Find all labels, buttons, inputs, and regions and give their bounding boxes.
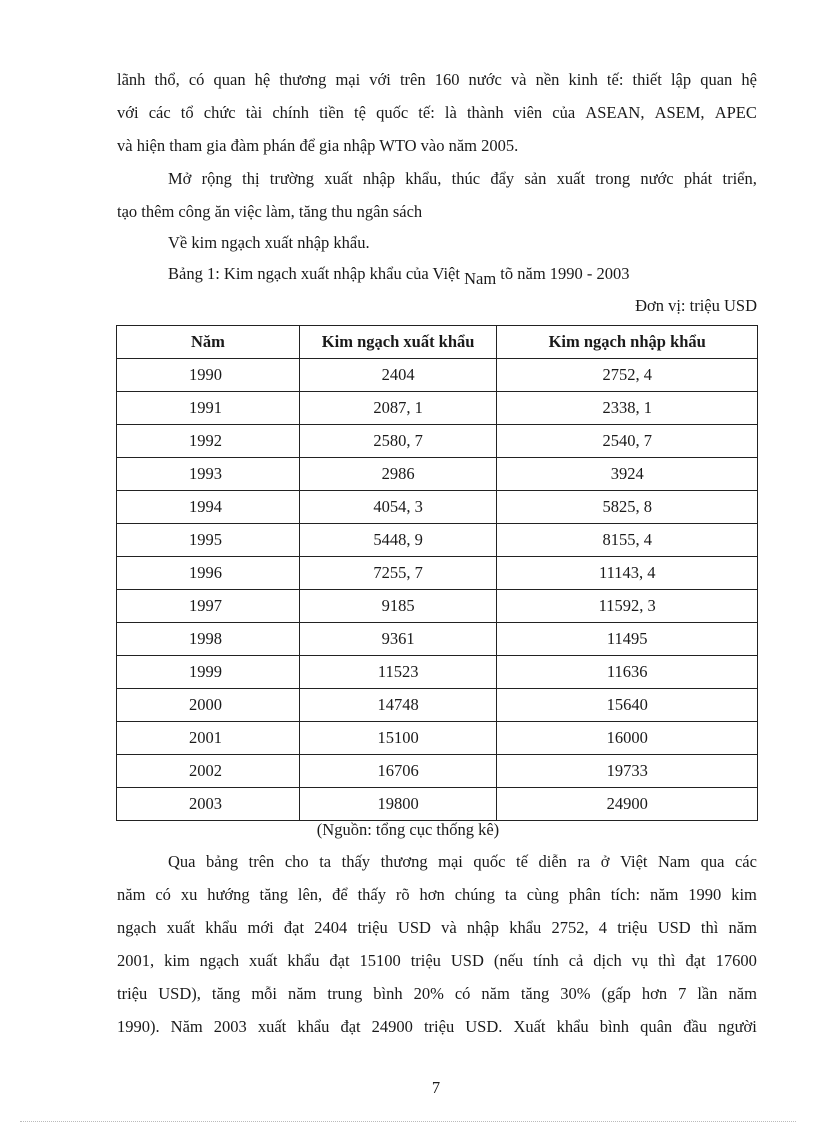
word: hệ (254, 70, 271, 89)
table-row (117, 392, 758, 425)
word: nền (535, 70, 560, 89)
word: năm (728, 984, 757, 1003)
word: kim (731, 885, 757, 904)
word: là (444, 103, 457, 122)
word: xu (180, 885, 198, 904)
paragraph-4-line-4 (117, 951, 757, 971)
trade-table (116, 325, 758, 821)
source-note: (Nguồn: tổng cục thống kê) (316, 820, 500, 839)
word: năm (481, 984, 510, 1003)
word: ASEM, (654, 103, 705, 122)
table-caption (168, 264, 757, 288)
cell-import: 2752, 4 (497, 359, 758, 392)
word: ASEAN, (585, 103, 645, 122)
word: tăng (211, 984, 241, 1003)
word: triệu (357, 918, 388, 937)
word: tính (533, 951, 559, 970)
cell-import: 5825, 8 (497, 491, 758, 524)
word: tệ (354, 103, 366, 122)
table-row (117, 590, 758, 623)
word: trung (327, 984, 363, 1003)
word: mại (438, 852, 463, 871)
table-row (117, 359, 758, 392)
table-row (117, 722, 758, 755)
word: thương (279, 70, 327, 89)
paragraph-4-line-3 (117, 918, 757, 938)
cell-export: 2087, 1 (299, 392, 497, 425)
word: nước (640, 169, 674, 188)
word: năm (117, 885, 146, 904)
cell-import: 16000 (497, 722, 758, 755)
cell-year: 1998 (117, 623, 300, 656)
word: các (734, 852, 757, 871)
cell-year: 1999 (117, 656, 300, 689)
word: chức (203, 103, 236, 122)
word: khẩu (556, 1017, 589, 1036)
word: kim (164, 951, 190, 970)
cell-year: 1991 (117, 392, 300, 425)
table-row (117, 755, 758, 788)
word: thương (380, 852, 428, 871)
word: xuất (257, 1017, 287, 1036)
cell-export: 2404 (299, 359, 497, 392)
cell-year: 1994 (117, 491, 300, 524)
page-boundary-divider (20, 1121, 796, 1122)
cell-export: 9361 (299, 623, 497, 656)
word: 2752, (551, 918, 589, 937)
word: USD. (465, 1017, 503, 1036)
word: thiết (632, 70, 662, 89)
word: 30% (560, 984, 591, 1003)
word: năm (649, 885, 679, 904)
table-row (117, 623, 758, 656)
word: đầu (683, 1017, 708, 1036)
word: diễn (538, 852, 567, 871)
cell-export: 7255, 7 (299, 557, 497, 590)
word: sản (524, 169, 547, 188)
word: Xuất (513, 1017, 546, 1036)
word: ngạch (117, 918, 157, 937)
word: đẩy (490, 169, 515, 188)
word: hệ (741, 70, 757, 89)
word: thổ, (154, 70, 180, 89)
word: thấy (341, 852, 371, 871)
word: trong (595, 169, 631, 188)
word: có (188, 70, 205, 89)
word: chính (272, 103, 310, 122)
word: USD (397, 918, 431, 937)
word: triệu (117, 984, 148, 1003)
word: tài (245, 103, 263, 122)
word: quan (213, 70, 246, 89)
word: bảng (206, 852, 239, 871)
cell-year: 1997 (117, 590, 300, 623)
word: 15100 (359, 951, 401, 970)
cell-year: 1993 (117, 458, 300, 491)
word: tế: (418, 103, 435, 122)
cell-export: 11523 (299, 656, 497, 689)
word: ở (600, 852, 610, 871)
word: có (155, 885, 171, 904)
word: tiền (319, 103, 344, 122)
word: quốc (376, 103, 409, 122)
table-body (117, 359, 758, 821)
word: 4 (598, 918, 608, 937)
word: 2003 (213, 1017, 247, 1036)
word: đạt (340, 1017, 361, 1036)
word: phát (683, 169, 713, 188)
word: đạt (283, 918, 305, 937)
word: các (148, 103, 171, 122)
word: triệu (423, 1017, 455, 1036)
cell-import: 24900 (497, 788, 758, 821)
table-row (117, 557, 758, 590)
cell-year: 2002 (117, 755, 300, 788)
word: (gấp (601, 984, 631, 1003)
word: vụ (631, 951, 649, 970)
paragraph-4-line-5 (117, 984, 757, 1004)
paragraph-3: Về kim ngạch xuất nhập khẩu. (168, 233, 370, 252)
table-caption-subscript: Nam (464, 269, 497, 288)
paragraph-1-line-2 (117, 103, 757, 123)
word: khẩu (287, 951, 320, 970)
header-year: Năm (117, 326, 300, 359)
word: 1990). (117, 1017, 160, 1036)
cell-export: 19800 (299, 788, 497, 821)
word: khẩu (297, 1017, 330, 1036)
word: người (718, 1017, 757, 1036)
word: tế (516, 852, 528, 871)
word: USD (450, 951, 484, 970)
paragraph-1-line-1 (117, 70, 757, 90)
word: của (552, 103, 576, 122)
cell-import: 19733 (497, 755, 758, 788)
word: lên, (297, 885, 323, 904)
cell-import: 11592, 3 (497, 590, 758, 623)
word: trường (269, 169, 315, 188)
word: ra (577, 852, 591, 871)
cell-year: 1996 (117, 557, 300, 590)
cell-import: 11636 (497, 656, 758, 689)
word: và (510, 70, 527, 89)
table-row (117, 491, 758, 524)
cell-import: 11143, 4 (497, 557, 758, 590)
word: đạt (685, 951, 706, 970)
word: khẩu, (405, 169, 442, 188)
word: 20% (413, 984, 444, 1003)
word: và (441, 918, 457, 937)
word: lần (697, 984, 718, 1003)
word: 7 (678, 984, 687, 1003)
cell-year: 1990 (117, 359, 300, 392)
word: nước (468, 70, 502, 89)
word: tế: (606, 70, 624, 89)
word: lập (670, 70, 692, 89)
word: (nếu (493, 951, 524, 970)
unit-label: Đơn vị: triệu USD (635, 296, 757, 315)
word: mại (335, 70, 361, 89)
header-import: Kim ngạch nhập khẩu (497, 326, 758, 359)
cell-export: 2580, 7 (299, 425, 497, 458)
word: thì (658, 951, 676, 970)
word: hơn (641, 984, 668, 1003)
header-export: Kim ngạch xuất khẩu (299, 326, 497, 359)
word: phân (568, 885, 601, 904)
word: Việt (620, 852, 648, 871)
cell-year: 1992 (117, 425, 300, 458)
word: có (454, 984, 471, 1003)
word: trên (248, 852, 275, 871)
word: đạt (329, 951, 350, 970)
word: kinh (568, 70, 598, 89)
word: ngạch (199, 951, 240, 970)
cell-import: 2540, 7 (497, 425, 758, 458)
word: quan (700, 70, 733, 89)
cell-import: 3924 (497, 458, 758, 491)
word: nhập (466, 918, 499, 937)
table-row (117, 656, 758, 689)
word: với (369, 70, 391, 89)
cell-import: 2338, 1 (497, 392, 758, 425)
word: năm (287, 984, 317, 1003)
word: rõ (395, 885, 410, 904)
word: ta (319, 852, 332, 871)
word: 2001, (117, 951, 155, 970)
word: 1990 (688, 885, 722, 904)
word: với (117, 103, 139, 122)
word: hướng (207, 885, 250, 904)
cell-export: 16706 (299, 755, 497, 788)
cell-import: 15640 (497, 689, 758, 722)
table-row (117, 458, 758, 491)
paragraph-2-line-1 (168, 169, 757, 189)
word: 24900 (371, 1017, 413, 1036)
word: thấy (357, 885, 386, 904)
paragraph-4-line-1 (168, 852, 757, 872)
cell-export: 15100 (299, 722, 497, 755)
cell-year: 2001 (117, 722, 300, 755)
word: trên (399, 70, 426, 89)
cell-import: 8155, 4 (497, 524, 758, 557)
word: xuất (166, 918, 196, 937)
word: mỗi (251, 984, 277, 1003)
table-caption-text-end: tõ năm 1990 - 2003 (496, 264, 630, 283)
word: cả (568, 951, 584, 970)
paragraph-1-line-3: và hiện tham gia đàm phán để gia nhập WTO vào năm 2005. (117, 136, 519, 155)
word: tổ (180, 103, 194, 122)
word: dịch (593, 951, 622, 970)
cell-export: 5448, 9 (299, 524, 497, 557)
cell-export: 4054, 3 (299, 491, 497, 524)
word: thúc (451, 169, 481, 188)
word: khẩu (205, 918, 238, 937)
word: 2404 (314, 918, 348, 937)
word: USD), (158, 984, 201, 1003)
word: APEC (714, 103, 757, 122)
cell-year: 2003 (117, 788, 300, 821)
word: thị (242, 169, 260, 188)
table-row (117, 425, 758, 458)
word: hơn (419, 885, 445, 904)
word: tăng (259, 885, 288, 904)
word: quốc (473, 852, 506, 871)
word: 160 (434, 70, 460, 89)
word: bình (373, 984, 403, 1003)
word: 17600 (715, 951, 757, 970)
cell-import: 11495 (497, 623, 758, 656)
word: rộng (201, 169, 232, 188)
word: tích: (610, 885, 641, 904)
paragraph-4-line-2 (117, 885, 757, 905)
word: chúng (454, 885, 496, 904)
word: lãnh (117, 70, 146, 89)
word: xuất (556, 169, 586, 188)
word: triển, (722, 169, 757, 188)
paragraph-4-line-6 (117, 1017, 757, 1037)
word: năm (728, 918, 757, 937)
word: nhập (362, 169, 395, 188)
table-row (117, 524, 758, 557)
cell-export: 2986 (299, 458, 497, 491)
page-number: 7 (431, 1078, 441, 1097)
paragraph-2-line-2: tạo thêm công ăn việc làm, tăng thu ngân sách (117, 202, 423, 221)
word: khẩu (509, 918, 542, 937)
word: cùng (526, 885, 559, 904)
cell-export: 9185 (299, 590, 497, 623)
word: triệu (410, 951, 441, 970)
word: xuất (249, 951, 278, 970)
word: để (332, 885, 348, 904)
word: quân (640, 1017, 673, 1036)
word: thì (700, 918, 719, 937)
word: thành (466, 103, 504, 122)
word: triệu (617, 918, 648, 937)
word: viên (513, 103, 543, 122)
cell-year: 1995 (117, 524, 300, 557)
word: USD (657, 918, 691, 937)
word: qua (700, 852, 725, 871)
table-caption-text: Bảng 1: Kim ngạch xuất nhập khẩu của Việt (168, 264, 465, 283)
table-header-row (117, 326, 758, 359)
word: mới (247, 918, 274, 937)
word: Năm (170, 1017, 203, 1036)
word: Qua (168, 852, 196, 871)
table-row (117, 788, 758, 821)
word: bình (599, 1017, 630, 1036)
word: xuất (324, 169, 353, 188)
cell-year: 2000 (117, 689, 300, 722)
cell-export: 14748 (299, 689, 497, 722)
word: Mở (168, 169, 192, 188)
word: cho (284, 852, 309, 871)
word: ta (504, 885, 517, 904)
table-row (117, 689, 758, 722)
word: tăng (520, 984, 550, 1003)
word: Nam (658, 852, 691, 871)
